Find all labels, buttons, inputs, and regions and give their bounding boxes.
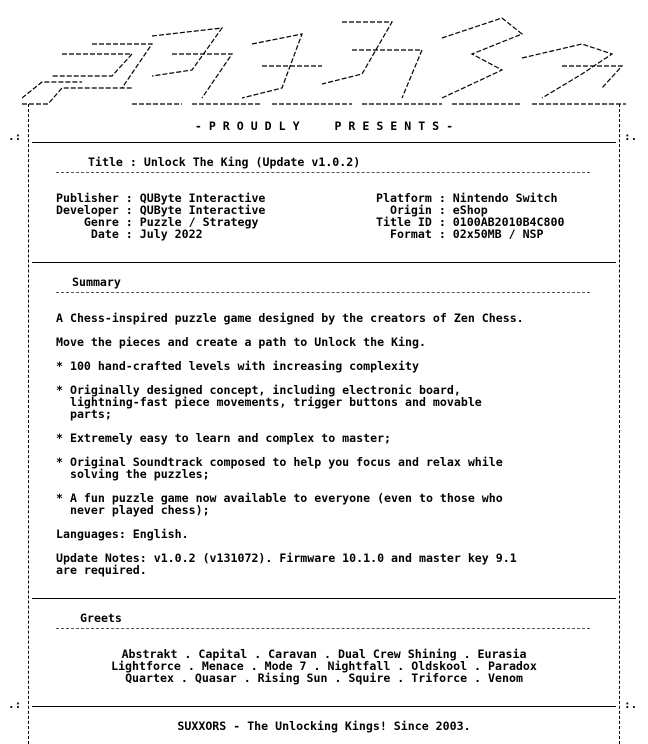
bullet-line: never played chess); [56,503,210,517]
greets-list [32,648,616,684]
platform-line: Platform : Nintendo Switch [376,191,558,205]
bullet-line: * Original Soundtrack composed to help you focus and relax while [56,455,503,469]
languages-line: Languages: English. [56,527,189,541]
bullet-line: lightning-fast piece movements, trigger buttons and movable [56,395,482,409]
footer-tagline: SUXXORS - The Unlocking Kings! Since 2003. [177,719,471,733]
group-logo-ascii-art [22,14,626,110]
corner-mark-right-bottom: :. [624,698,638,711]
bullet-line: parts; [56,407,112,421]
corner-mark-left: .: [8,130,22,143]
info-right-column [376,192,564,240]
bullet-line: * Originally designed concept, including electronic board, [56,383,461,397]
feature-bullet: * 100 hand-crafted levels with increasing complexity [56,359,419,373]
corner-mark-left-bottom: .: [8,698,22,711]
divider [32,262,616,263]
origin-line: Origin : eShop [376,203,488,217]
title-id-line: Title ID : 0100AB2010B4C800 [376,215,565,229]
divider [32,142,616,143]
date-line: Date : July 2022 [56,227,203,241]
feature-bullet [56,492,503,516]
update-notes-line: Update Notes: v1.0.2 (v131072). Firmware 10.1.0 and master key 9.1 [56,551,517,565]
greets-line: Lightforce . Menace . Mode 7 . Nightfall . Oldskool . Paradox [111,659,537,673]
summary-paragraph: A Chess-inspired puzzle game designed by the creators of Zen Chess. [56,311,524,325]
frame-right-border [619,104,620,744]
update-notes-line: are required. [56,563,147,577]
greets-line: Abstrakt . Capital . Caravan . Dual Crew Shining . Eurasia [121,647,527,661]
genre-line: Genre : Puzzle / Strategy [56,215,259,229]
publisher-line: Publisher : QUByte Interactive [56,191,266,205]
feature-bullet: * Extremely easy to learn and complex to master; [56,431,392,445]
bullet-line: solving the puzzles; [56,467,210,481]
divider [32,598,616,599]
title-underline [56,172,590,173]
bullet-line: * A fun puzzle game now available to everyone (even to those who [56,491,503,505]
feature-bullet [56,384,482,420]
greets-line: Quartex . Quasar . Rising Sun . Squire . Triforce . Venom [125,671,523,685]
format-line: Format : 02x50MB / NSP [376,227,544,241]
greets-underline [56,628,590,629]
update-notes [56,552,517,576]
developer-line: Developer : QUByte Interactive [56,203,266,217]
frame-left-border [28,104,29,744]
release-title: Title : Unlock The King (Update v1.0.2) [88,155,361,169]
greets-heading: Greets [80,611,122,625]
corner-mark-right: :. [624,130,638,143]
info-left-column [56,192,265,240]
summary-underline [56,292,590,293]
divider [32,706,616,707]
summary-heading: Summary [72,275,121,289]
presents-line: - P R O U D L Y P R E S E N T S - [194,119,454,133]
summary-paragraph: Move the pieces and create a path to Unlock the King. [56,335,426,349]
feature-bullet [56,456,503,480]
